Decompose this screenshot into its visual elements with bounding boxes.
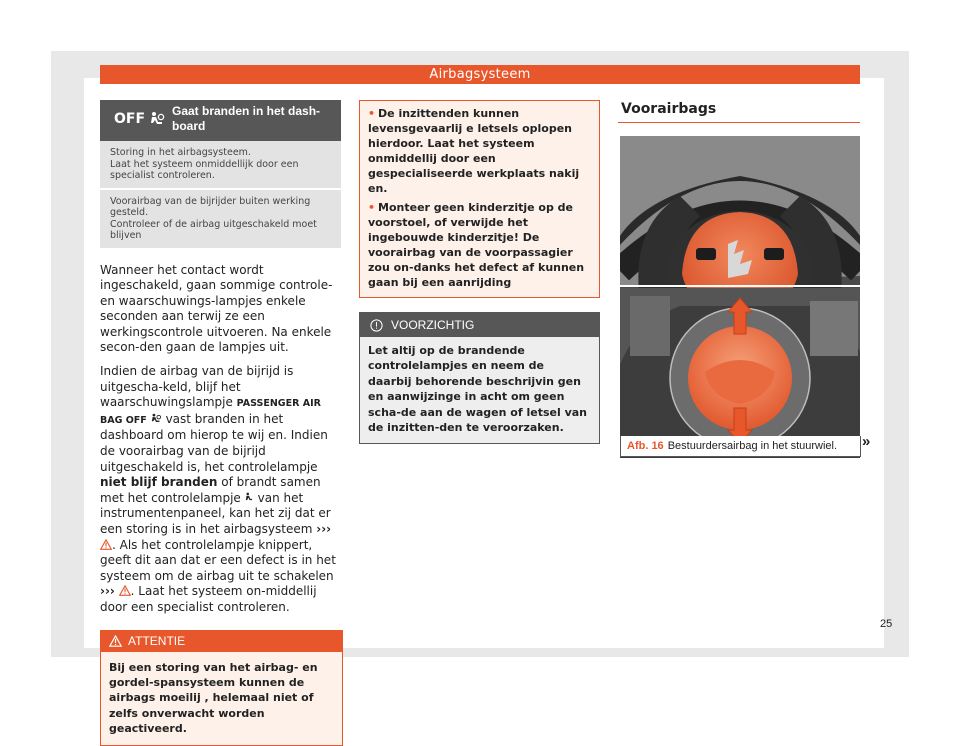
passenger-airbag-off-lamp-text: PASSENGER AIR BAG OFF xyxy=(100,398,321,426)
attention-text: Bij een storing van het airbag- en gordel-spansysteem kunnen de airbags moeilij , helemaal niet of zelfs onverwacht worden geactiveerd. xyxy=(101,652,342,745)
warning-row-passenger-off: Voorairbag van de bijrijder buiten werking gesteld. Controleer of de airbag uitgeschakeld moet blijven xyxy=(100,188,341,248)
ref-arrows-1[interactable]: ››› xyxy=(316,522,332,536)
p2-part-b: vast branden in het dashboard om hierop te wij en. Indien de voorairbag van de bijrijd uitgeschakeld is, het controlelampje xyxy=(100,411,328,474)
warning-lamp-header xyxy=(100,100,341,141)
ref-arrows-2[interactable]: ››› xyxy=(100,584,115,599)
middle-column xyxy=(359,100,600,444)
bullet-dot-icon: • xyxy=(368,201,376,214)
bullet-item xyxy=(368,200,591,290)
warning-triangle-icon[interactable] xyxy=(100,539,112,550)
passenger-airbag-off-symbol xyxy=(114,111,165,127)
page-number: 25 xyxy=(880,618,893,630)
figure-number: Afb. 16 xyxy=(627,440,664,452)
driver-airbag-figure xyxy=(620,136,860,458)
p2-part-f: . Laat het systeem on-middellij door een specialist controleren. xyxy=(100,584,317,614)
bullet-item xyxy=(368,106,591,196)
right-column xyxy=(618,100,860,458)
bullet-text: De inzittenden kunnen levensgevaarlij e letsels oplopen hierdoor. Laat het systeem onmiddellij door een gespecialiseerde werkplaats nakij en. xyxy=(368,107,580,195)
warning-lamp-table xyxy=(100,100,341,248)
warning-triangle-icon xyxy=(109,635,122,647)
attention-box xyxy=(100,630,343,746)
airbag-person-icon xyxy=(149,111,165,127)
p2-part-a: Indien de airbag van de bijrijd is uitgescha-keld, blijf het waarschuwingslampje xyxy=(100,364,294,410)
chapter-header: Airbagsysteem xyxy=(100,65,860,84)
p2-part-c: of brandt samen met het controlelampje xyxy=(100,475,321,505)
section-title: Voorairbags xyxy=(618,100,860,123)
caution-label: VOORZICHTIG xyxy=(391,318,475,332)
off-label: OFF xyxy=(114,111,146,127)
bullet-dot-icon: • xyxy=(368,107,376,120)
figure-caption-text: Bestuurdersairbag in het stuurwiel. xyxy=(667,440,838,452)
left-column xyxy=(100,100,341,746)
caution-text: Let altij op de brandende controlelampjes en neem de daarbij behorende beschrijvin gen en aanwijzinge in acht om geen scha-de aan de wagen of letsel van de inzitten-den te veroorzaken. xyxy=(360,337,599,443)
p2-bold: niet blijf branden xyxy=(100,475,218,490)
info-circle-icon xyxy=(370,319,383,332)
airbag-person-icon-inline xyxy=(150,413,162,424)
figure-caption xyxy=(620,436,861,457)
warning-row-storing: Storing in het airbagsysteem. Laat het systeem onmiddellijk door een specialist controleren. xyxy=(100,141,341,188)
warning-continuation-box xyxy=(359,100,600,298)
paragraph-contact: Wanneer het contact wordt ingeschakeld, gaan sommige controle- en waarschuwings-lampjes enkele seconden aan terwij ze een werkingscontrole uitvoeren. Na enkele secon-den gaan de lampjes uit. xyxy=(100,262,333,355)
attention-label: ATTENTIE xyxy=(128,633,186,648)
bullet-text: Monteer geen kinderzitje op de voorstoel, of verwijde het ingebouwde kinderzitje! De voorairbag van de voorpassagier zou on-danks het defect af kunnen gaan bij een aanrijding xyxy=(368,201,585,289)
paragraph-passenger-airbag xyxy=(100,364,341,616)
attention-header xyxy=(101,631,342,652)
caution-header xyxy=(360,313,599,337)
airbag-control-icon-inline xyxy=(244,491,254,503)
continue-marker: » xyxy=(862,433,871,450)
warning-triangle-icon[interactable] xyxy=(119,585,131,596)
p2-part-e: . Als het controlelampje knippert, geeft dit aan dat er een defect is in het systeem om de airbag uit te schakelen xyxy=(100,537,336,583)
caution-box xyxy=(359,312,600,444)
p2-part-d: van het instrumentenpaneel, kan het zij dat er een storing is in het airbagsysteem xyxy=(100,490,331,536)
steering-wheel-illustration xyxy=(620,136,860,458)
warning-lamp-title: Gaat branden in het dash-board xyxy=(172,104,321,133)
